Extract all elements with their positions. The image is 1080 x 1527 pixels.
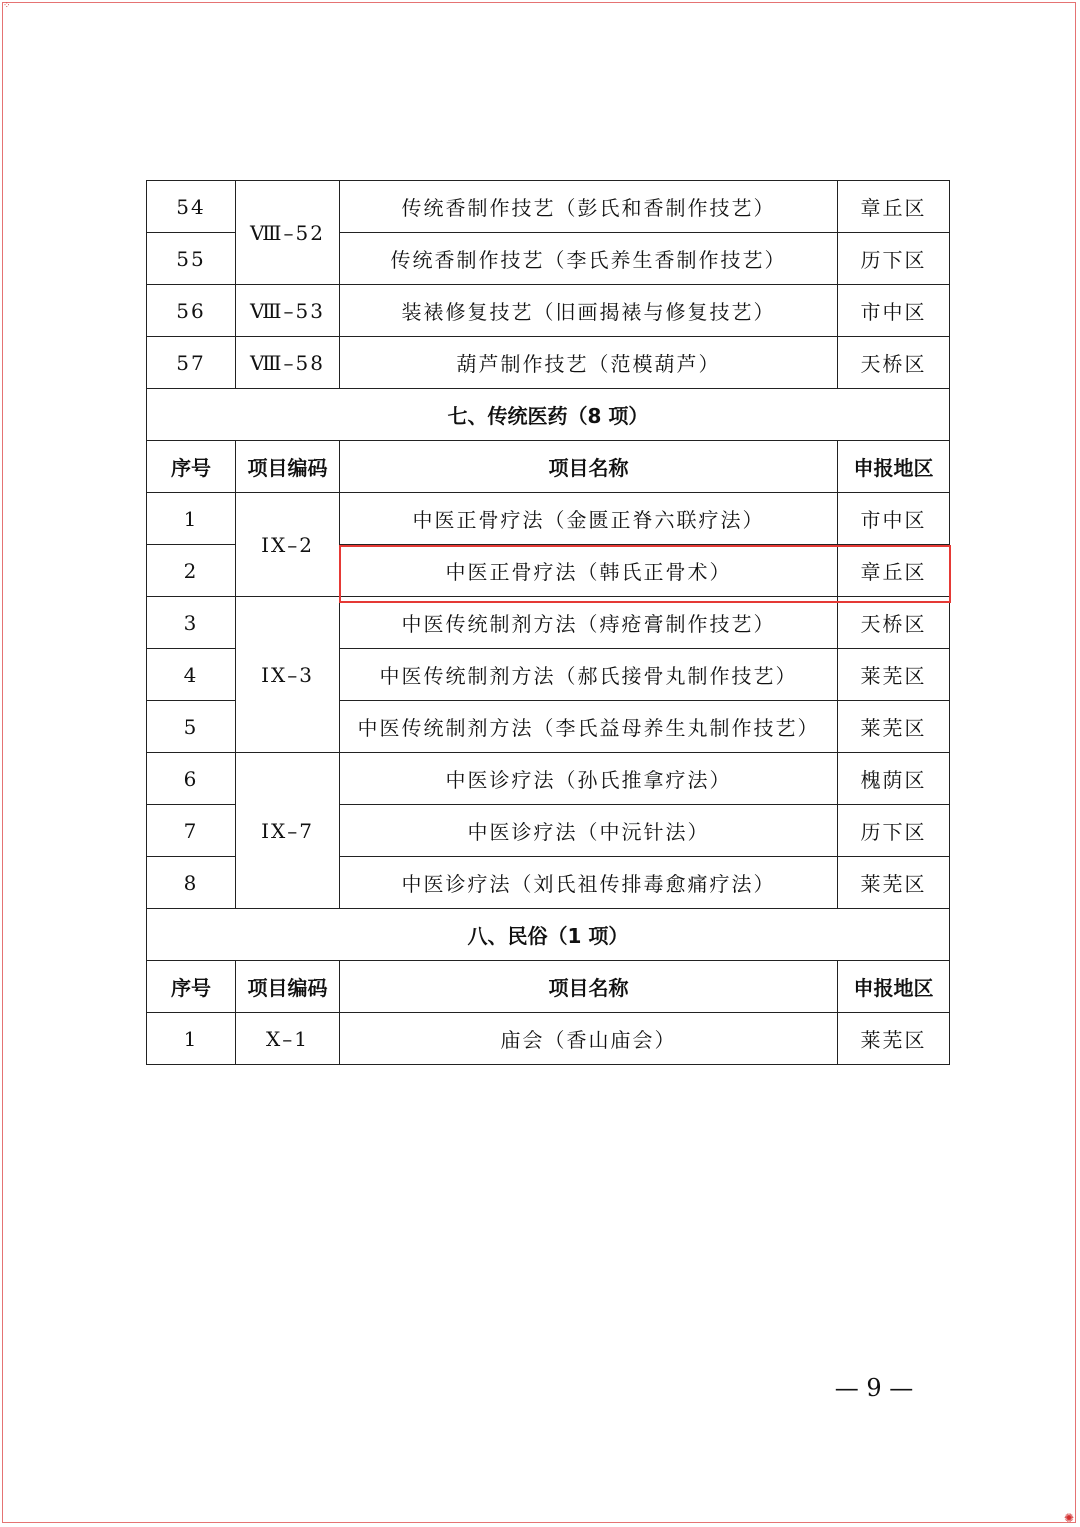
region: 莱芜区: [838, 649, 950, 701]
row-number: 1: [147, 1013, 236, 1065]
row-number: 8: [147, 857, 236, 909]
row-number: 55: [147, 233, 236, 285]
project-name: 中医传统制剂方法（郝氏接骨丸制作技艺）: [340, 649, 838, 701]
row-number: 2: [147, 545, 236, 597]
section-title: 七、传统医药（8 项）: [147, 389, 950, 441]
region: 章丘区: [838, 545, 950, 597]
header-number: 序号: [147, 961, 236, 1013]
corner-ornament-icon: ✺: [1063, 1511, 1074, 1525]
row-number: 56: [147, 285, 236, 337]
page-number: — 9 —: [834, 1374, 914, 1402]
row-number: 57: [147, 337, 236, 389]
project-name: 庙会（香山庙会）: [340, 1013, 838, 1065]
project-code: Ⅷ–52: [236, 181, 340, 285]
row-number: 54: [147, 181, 236, 233]
table-row: [147, 285, 950, 337]
project-name: 传统香制作技艺（彭氏和香制作技艺）: [340, 181, 838, 233]
region: 天桥区: [838, 337, 950, 389]
header-name: 项目名称: [340, 961, 838, 1013]
project-code: Ⅷ–58: [236, 337, 340, 389]
project-name: 传统香制作技艺（李氏养生香制作技艺）: [340, 233, 838, 285]
project-code: IX–2: [236, 493, 340, 597]
region: 莱芜区: [838, 701, 950, 753]
section-title-row: [147, 909, 950, 961]
region: 历下区: [838, 805, 950, 857]
heritage-list-table: [146, 180, 950, 1065]
table-header-row: [147, 441, 950, 493]
table-row: [147, 597, 950, 649]
header-code: 项目编码: [236, 961, 340, 1013]
region: 莱芜区: [838, 857, 950, 909]
project-code: Ⅷ–53: [236, 285, 340, 337]
region: 莱芜区: [838, 1013, 950, 1065]
row-number: 5: [147, 701, 236, 753]
region: 章丘区: [838, 181, 950, 233]
table-row: [147, 493, 950, 545]
corner-ornament-icon: ⁘: [3, 1, 11, 11]
table-header-row: [147, 961, 950, 1013]
section-title: 八、民俗（1 项）: [147, 909, 950, 961]
project-name: 中医传统制剂方法（痔疮膏制作技艺）: [340, 597, 838, 649]
header-name: 项目名称: [340, 441, 838, 493]
row-number: 3: [147, 597, 236, 649]
row-number: 4: [147, 649, 236, 701]
project-name: 装裱修复技艺（旧画揭裱与修复技艺）: [340, 285, 838, 337]
section-title-row: [147, 389, 950, 441]
region: 市中区: [838, 285, 950, 337]
project-name: 中医诊疗法（中沅针法）: [340, 805, 838, 857]
table-row: [147, 753, 950, 805]
header-code: 项目编码: [236, 441, 340, 493]
project-code: IX–7: [236, 753, 340, 909]
project-name: 中医正骨疗法（金匮正脊六联疗法）: [340, 493, 838, 545]
header-region: 申报地区: [838, 961, 950, 1013]
row-number: 1: [147, 493, 236, 545]
region: 天桥区: [838, 597, 950, 649]
project-code: IX–3: [236, 597, 340, 753]
table-row: [147, 337, 950, 389]
table-row: [147, 181, 950, 233]
project-code: X–1: [236, 1013, 340, 1065]
region: 历下区: [838, 233, 950, 285]
row-number: 6: [147, 753, 236, 805]
project-name: 中医诊疗法（孙氏推拿疗法）: [340, 753, 838, 805]
table-row: [147, 1013, 950, 1065]
row-number: 7: [147, 805, 236, 857]
region: 槐荫区: [838, 753, 950, 805]
region: 市中区: [838, 493, 950, 545]
project-name: 中医传统制剂方法（李氏益母养生丸制作技艺）: [340, 701, 838, 753]
header-region: 申报地区: [838, 441, 950, 493]
project-name: 中医诊疗法（刘氏祖传排毒愈痛疗法）: [340, 857, 838, 909]
header-number: 序号: [147, 441, 236, 493]
project-name: 中医正骨疗法（韩氏正骨术）: [340, 545, 838, 597]
project-name: 葫芦制作技艺（范模葫芦）: [340, 337, 838, 389]
